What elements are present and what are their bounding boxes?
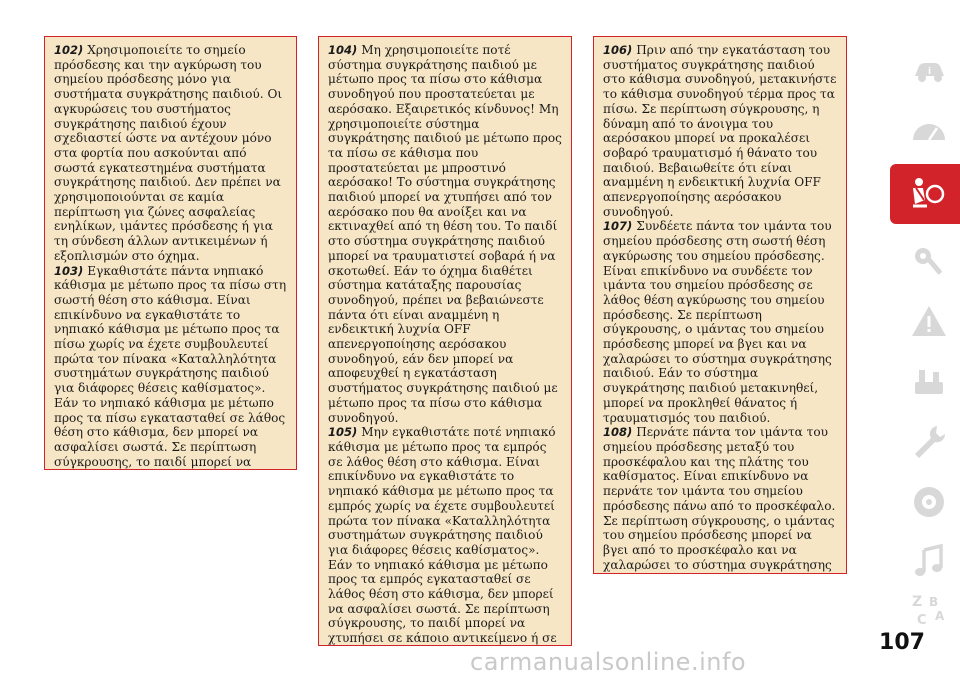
car-info-icon[interactable] (898, 40, 960, 100)
svg-text:i: i (928, 67, 932, 77)
note-number: 106) (603, 43, 633, 57)
page-number: 107 (879, 630, 925, 655)
notes-column-3 (593, 36, 847, 574)
dashboard-icon[interactable] (898, 100, 960, 160)
notes-column-1 (44, 36, 297, 470)
svg-text:A: A (935, 609, 945, 623)
wheel-icon[interactable] (898, 472, 960, 532)
note-104 (328, 43, 563, 425)
note-102 (54, 43, 288, 264)
note-number: 108) (603, 425, 633, 440)
note-text: Πριν από την εγκατάσταση του συστήματος συγκράτησης παιδιού στο κάθισμα συνοδηγού, μετακινήστε το κάθισμα συνοδηγού τέρμα προς τα πίσω. Σε περίπτωση σύγκρουσης, η δύναμη από το άνοιγμα του αερόσακου μπορεί να προκαλέσει σοβαρό τραυματισμό ή θάνατο του παιδιού. Βεβαιωθείτε ότι είναι αναμμένη η ενδεικτική λυχνία OFF απενεργοποίησης αερόσακου συνοδηγού. (603, 43, 837, 219)
note-number: 103) (54, 263, 84, 278)
note-text: Μην εγκαθιστάτε ποτέ νηπιακό κάθισμα με μέτωπο προς τα εμπρός σε λάθος θέση στο κάθισμα. Είναι επικίνδυνο να εγκαθιστάτε το νηπιακό κάθισμα με μέτωπο προς τα εμπρός χωρίς να έχετε συμβουλευτεί πρώτα τον πίνακα «Καταλληλότητα συστημάτων συγκράτησης παιδιού για διάφορες θέσεις καθίσματος». Εάν το νηπιακό κάθισμα με μέτωπο προς τα εμπρός εγκατασταθεί σε λάθος θέση στο κάθισμα, δεν μπορεί να ασφαλίσει σωστά. Σε περίπτωση σύγκρουσης, το παιδί μπορεί να χτυπήσει σε κάποιο αντικείμενο ή σε (328, 425, 557, 646)
key-icon[interactable] (898, 232, 960, 292)
note-text: Χρησιμοποιείτε το σημείο πρόσδεσης και την αγκύρωση του σημείου πρόσδεσης μόνο για συστήματα συγκράτησης παιδιού. Οι αγκυρώσεις του συστήματος συγκράτησης παιδιού έχουν σχεδιαστεί ώστε να αντέχουν μόνο στα φορτία που ασκούνται από σωστά εγκατεστημένα συστήματα συγκράτησης παιδιού. Δεν πρέπει να χρησιμοποιούνται σε καμία περίπτωση για ζώνες ασφαλείας ενηλίκων, ιμάντες πρόσδεσης ή για τη σύνδεση άλλων αντικειμένων ή εξοπλισμών στο όχημα. (54, 43, 283, 263)
note-number: 107) (603, 219, 633, 234)
svg-text:Z: Z (912, 594, 923, 610)
note-103 (54, 264, 288, 470)
notes-column-2 (318, 36, 572, 646)
note-text: Συνδέετε πάντα τον ιμάντα του σημείου πρόσδεσης στη σωστή θέση αγκύρωσης του σημείου πρόσδεσης. Είναι επικίνδυνο να συνδέετε τον ιμάντα του σημείου πρόσδεσης σε λάθος θέση αγκύρωσης του σημείου πρόσδεσης. Σε περίπτωση σύγκρουσης, ο ιμάντας του σημείου πρόσδεσης μπορεί να βγει και να χαλαρώσει το σύστημα συγκράτησης παιδιού. Εάν το σύστημα συγκράτησης παιδιού μετακινηθεί, μπορεί να προκληθεί θάνατος ή τραυματισμός του παιδιού. (603, 219, 832, 425)
note-text: Εγκαθιστάτε πάντα νηπιακό κάθισμα με μέτωπο προς τα πίσω στη σωστή θέση στο κάθισμα. Είναι επικίνδυνο να εγκαθιστάτε το νηπιακό κάθισμα με μέτωπο προς τα πίσω χωρίς να έχετε συμβουλευτεί πρώτα τον πίνακα «Καταλληλότητα συστημάτων συγκράτησης παιδιού για διάφορες θέσεις καθίσματος». Εάν το νηπιακό κάθισμα με μέτωπο προς τα πίσω εγκατασταθεί σε λάθος θέση στο κάθισμα, δεν μπορεί να ασφαλίσει σωστά. Σε περίπτωση σύγκρουσης, το παιδί μπορεί να (54, 263, 287, 469)
note-105 (328, 425, 563, 646)
note-108 (603, 425, 838, 574)
svg-text:B: B (929, 595, 939, 609)
note-number: 104) (328, 43, 358, 57)
note-number: 102) (54, 43, 84, 57)
warning-triangle-icon[interactable] (898, 292, 960, 352)
tools-icon[interactable] (898, 352, 960, 412)
note-text: Μη χρησιμοποιείτε ποτέ σύστημα συγκράτησης παιδιού με μέτωπο προς τα πίσω στο κάθισμα συνοδηγού που προστατεύεται με αερόσακο. Εξαιρετικός κίνδυνος! Μη χρησιμοποιείτε σύστημα συγκράτησης παιδιού με μέτωπο προς τα πίσω σε κάθισμα που προστατεύεται με μπροστινό αερόσακο! Το σύστημα συγκράτησης παιδιού μπορεί να χτυπήσει από τον αερόσακο που θα ανοίξει και να εκτιναχθεί από τη θέση του. Το παιδί στο σύστημα συγκράτησης παιδιού μπορεί να τραυματιστεί σοβαρά ή να σκοτωθεί. Εάν το όχημα διαθέτει σύστημα κατάταξης παρουσίας συνοδηγού, πρέπει να βεβαιώνεστε πάντα ότι είναι αναμμένη η ενδεικτική λυχνία OFF απενεργοποίησης αερόσακου συνοδηγού, εάν δεν μπορεί να αποφευχθεί η εγκατάσταση συστήματος συγκράτησης παιδιού με μέτωπο προς τα πίσω στο κάθισμα συνοδηγού. (328, 43, 562, 425)
watermark: carmanualsonline.info (470, 648, 747, 676)
note-107 (603, 219, 838, 425)
note-text: Περνάτε πάντα τον ιμάντα του σημείου πρόσδεσης μεταξύ του προσκέφαλου και της πλάτης του καθίσματος. Είναι επικίνδυνο να περνάτε τον ιμάντα του σημείου πρόσδεσης πάνω από το προσκέφαλο. Σε περίπτωση σύγκρουσης, ο ιμάντας του σημείου πρόσδεσης μπορεί να βγει από το προσκέφαλο και να χαλαρώσει το σύστημα συγκράτησης (603, 425, 836, 572)
seatbelt-airbag-icon[interactable] (890, 164, 960, 224)
note-106 (603, 43, 838, 219)
svg-text:C: C (917, 613, 927, 628)
wrench-icon[interactable] (898, 412, 960, 472)
note-number: 105) (328, 425, 358, 440)
